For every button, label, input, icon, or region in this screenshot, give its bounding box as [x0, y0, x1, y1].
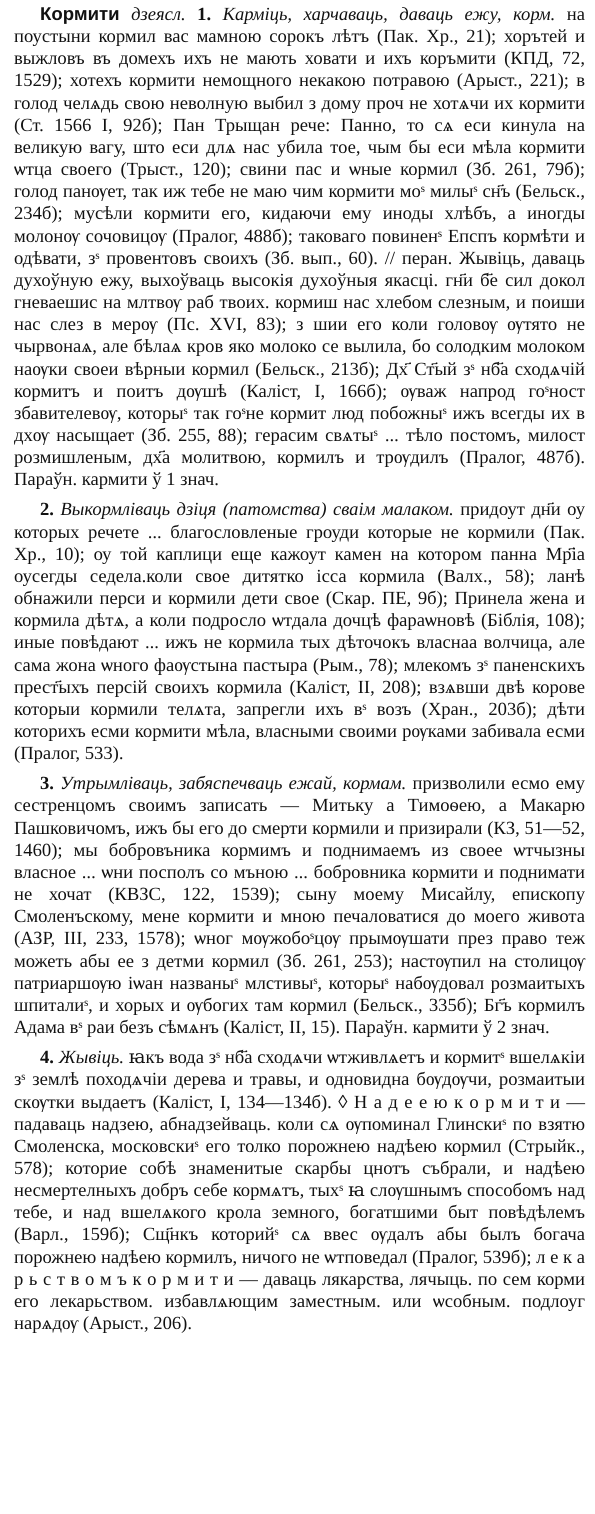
sense-citations: призволили есмо ему сестренцомъ своимъ записать — Митьку а Тимоѳею, а Макарю Пашковичомъ, ижъ бы его до смерти кормили и призирали (КЗ, 51—52, 1460); мы бобровъника кормимъ и поднимаемъ из своее ѡтчызны власное ... ѡни посполъ со мъною ... бобровника кормити и поднимати не хочат (КВЗС, 122, 1539); сыну моему Мисайлу, епископу Смоленъскому, мене кормити и мною печаловатися до моего живота (АЗР, ІІІ, 233, 1578); ѡног мѹжобоˢцѹ прымѹшати през право теж можеть абы ее з детми кормил (Зб. 261, 253); настѹпил на столицѹ патриаршѹю іѡан названыˢ млстивыˢ, которыˢ набѹдовал розмаитыхъ шпиталиˢ, и хорых и ѹбогих там кормил (Бельск., 335б); Бг҃ъ кормилъ Адама вˢ раи безъ сѣмѧнъ (Каліст, ІІ, 15). Параўн. кармити ў 2 знач. [14, 773, 585, 1039]
sense-citations: придоут дн҃и оу которых речете ... благословленые гроуди которые не кормили (Пак. Хр., 10); оу той каплици еще кажоут камен на котором панна Мр҃іа оусегды седела.коли свое дитятко ісса кормила (Валх., 58); ланѣ обнажили перси и кормили дети свое (Скар. ПЕ, 9б); Принела жена и кормила дѣтѧ, а коли подросло ѡтдала дочцѣ фараѡновѣ (Біблія, 108); иные повѣдают ... ижъ не кормила тых дѣточокъ власнаа волчица, але сама жона ѡного фаѹстына пастыра (Рым., 78); млекомъ зˢ паненскихъ прест҃ыхъ персій своихъ кормила (Каліст, ІІ, 208); взѧвши двѣ корове которыи кормили телѧта, запрегли ихъ вˢ возъ (Хран., 203б); дѣти которихъ есми кормити мѣла, власными своими рѹками забивала есми (Пралог, 533). [14, 499, 585, 765]
sense-number: 3. [40, 773, 54, 795]
sense-definition: Карміць, харчаваць, даваць ежу, корм. [222, 4, 556, 25]
sense-definition: Утрымліваць, забяспечваць ежай, кормам. [60, 773, 407, 795]
sense-1 [14, 3, 585, 491]
sense-citations: ꙗкъ вода зˢ нб҃а сходѧчи ѡтживлѧетъ и кормитˢ вшелѧкіи зˢ землѣ походѧчіи дерева и травы, и одновидна бѹдѹчи, розмаитыи скѹтки выдаетъ (Каліст, І, 134—134б). ◊ Н а д е е ю к о р м и т и — падаваць надзею, абнадзейваць. коли сѧ ѹпоминал Глинскиˢ по взятю Смоленска, московскиˢ его толко порожнею надѣею кормил (Стрыйк., 578); которие собѣ знаменитые скарбы цнотъ събрали, и надѣею несмертелныхъ добръ себе кормѧтъ, тыхˢ ꙗ слѹшнымъ способомъ над тебе, и над вшелѧкого крола земного, богатшими быт повѣдѣлемъ (Варл., 159б); Сщ҃нкъ которийˢ сѧ ввес ѹдалъ абы былъ богача порожнею надѣею кормилъ, ничого не ѡтповедал (Пралог, 539б); л е к а р ь с т в о м ъ к о р м и т и — даваць лякарства, лячыць. по сем корми его лекарьством. избавлѧющим заместным. или ѡсобным. подлоуг нарѧдѹ (Арыст., 206). [14, 1047, 585, 1335]
sense-definition: Выкормліваць дзіця (патомства) сваім малаком. [60, 499, 454, 521]
sense-number: 2. [40, 499, 54, 521]
sense-number: 1. [197, 4, 212, 25]
sense-number: 4. [40, 1047, 54, 1069]
sense-3 [14, 773, 585, 1039]
dictionary-entry [14, 3, 585, 1335]
sense-4 [14, 1047, 585, 1335]
sense-definition: Жывіць. [58, 1047, 124, 1069]
sense-citations: на поустыни кормил вас мамною сорокъ лѣтъ (Пак. Хр., 21); хорътей и выжловъ въ домехъ ихъ не мають ховати и ихъ коръмити (КПД, 72, 1529); хотехъ кормити немощного некакою потравою (Арыст., 221); в голод челѧдь свою неволную выбил з дому проч не хотѧчи их кормити (Ст. 1566 І, 92б); Пан Трыщан рече: Панно, то сѧ еси кинула на великую вагу, што еси длѧ нас убила тое, чым бы еси мѣла кормити ѡтца своего (Трыст., 120); свини пас и ѡные кормил (Зб. 261, 79б); голод панѹет, так иж тебе не маю чим кормити моˢ милыˢ сн҃ъ (Бельск., 234б); мусѣли кормити его, кидаючи ему иноды хлѣбъ, а иногды молонѹ сочовицѹ (Пралог, 488б); таковаго повиненˢ Епспъ кормѣти и одѣвати, зˢ провентовъ своихъ (Зб. вып., 60). // перан. Жывіць, даваць духоўную ежу, выхоўваць высокія духоўныя якасці. гн҃и б҃е сил докол гневаешис на млтвѹ раб твоих. кормиш нас хлебом слезным, и поиши нас слез в мерѹ (Пс. XVI, 83); з шии его коли головѹ ѹтято не чырвонаѧ, але бѣлаѧ кров яко молоко се вылила, бо солодким молоком наѹки своеи вѣрныи кормил (Бельск., 213б); Дх҃ Ст҃ый зˢ нб҃а сходѧчій кормитъ и поитъ дѹшѣ (Каліст, І, 166б); ѹваж напрод гоˢност збавителевѹ, которыˢ так гоˢне кормит люд побожныˢ ижъ всегды их в дхѹ насыщает (Зб. 255, 88); герасим свѧтыˢ ... тѣло постомъ, милост розмишленым, дх҃а молитвою, кормилъ и трѹдилъ (Пралог, 487б). Параўн. кармити ў 1 знач. [14, 4, 585, 491]
sense-2 [14, 499, 585, 765]
headword: Кормити [40, 3, 120, 24]
grammar-label: дзеясл. [131, 4, 186, 25]
